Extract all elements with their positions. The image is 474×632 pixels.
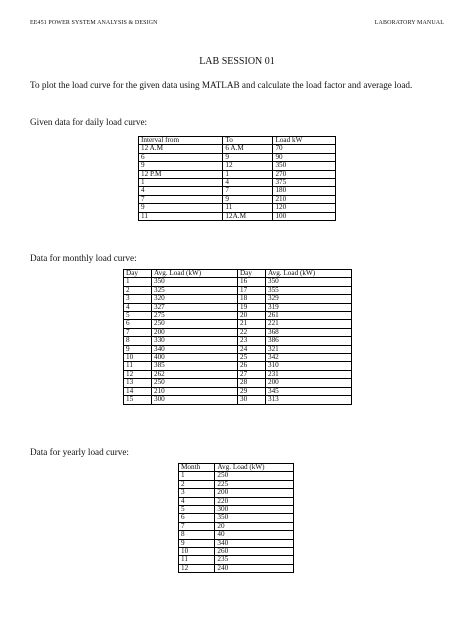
table-cell: 24 bbox=[237, 345, 265, 353]
table-cell: 250 bbox=[151, 379, 237, 387]
table-row bbox=[139, 170, 336, 178]
daily-caption: Given data for daily load curve: bbox=[30, 117, 148, 127]
column-header: Avg. Load (kW) bbox=[215, 464, 294, 472]
table-cell: 30 bbox=[237, 396, 265, 404]
table-cell: 7 bbox=[139, 195, 223, 203]
table-cell: 10 bbox=[179, 548, 215, 556]
table-cell: 9 bbox=[179, 539, 215, 547]
table-cell: 4 bbox=[223, 179, 273, 187]
table-cell: 4 bbox=[139, 187, 223, 195]
table-cell: 240 bbox=[215, 564, 294, 572]
table-cell: 210 bbox=[273, 195, 336, 203]
table-row bbox=[179, 514, 294, 522]
table-cell: 3 bbox=[179, 489, 215, 497]
table-cell: 21 bbox=[237, 320, 265, 328]
table-cell: 180 bbox=[273, 187, 336, 195]
table-cell: 320 bbox=[151, 295, 237, 303]
table-cell: 313 bbox=[265, 396, 351, 404]
table-cell: 4 bbox=[179, 497, 215, 505]
table-cell: 11 bbox=[124, 362, 152, 370]
table-header-row bbox=[179, 464, 294, 472]
column-header: Interval from bbox=[139, 137, 223, 145]
table-cell: 319 bbox=[265, 303, 351, 311]
table-cell: 5 bbox=[179, 506, 215, 514]
table-cell: 120 bbox=[273, 204, 336, 212]
table-row bbox=[179, 556, 294, 564]
table-cell: 1 bbox=[223, 170, 273, 178]
table-cell: 350 bbox=[215, 514, 294, 522]
table-cell: 270 bbox=[273, 170, 336, 178]
table-cell: 9 bbox=[223, 153, 273, 161]
table-cell: 12A.M bbox=[223, 212, 273, 220]
table-cell: 350 bbox=[273, 162, 336, 170]
table-cell: 14 bbox=[124, 387, 152, 395]
table-row bbox=[139, 187, 336, 195]
table-cell: 200 bbox=[151, 328, 237, 336]
table-cell: 329 bbox=[265, 295, 351, 303]
table-cell: 8 bbox=[124, 337, 152, 345]
table-cell: 340 bbox=[151, 345, 237, 353]
table-row bbox=[139, 145, 336, 153]
table-cell: 7 bbox=[124, 328, 152, 336]
table-cell: 386 bbox=[265, 337, 351, 345]
table-row bbox=[179, 564, 294, 572]
table-cell: 16 bbox=[237, 278, 265, 286]
table-row bbox=[179, 506, 294, 514]
table-row bbox=[179, 472, 294, 480]
table-cell: 6 bbox=[139, 153, 223, 161]
column-header: Avg. Load (kW) bbox=[265, 270, 351, 278]
table-cell: 355 bbox=[265, 286, 351, 294]
table-cell: 7 bbox=[179, 522, 215, 530]
table-cell: 261 bbox=[265, 312, 351, 320]
objective-text: To plot the load curve for the given data using MATLAB and calculate the load factor and average load. bbox=[30, 80, 413, 90]
table-cell: 12 P.M bbox=[139, 170, 223, 178]
table-cell: 250 bbox=[151, 320, 237, 328]
table-cell: 100 bbox=[273, 212, 336, 220]
table-cell: 26 bbox=[237, 362, 265, 370]
table-cell: 330 bbox=[151, 337, 237, 345]
table-row bbox=[179, 548, 294, 556]
column-header: Day bbox=[237, 270, 265, 278]
column-header: Avg. Load (kW) bbox=[151, 270, 237, 278]
table-row bbox=[179, 522, 294, 530]
daily-load-table bbox=[138, 136, 336, 221]
table-row bbox=[124, 337, 352, 345]
table-cell: 350 bbox=[151, 278, 237, 286]
table-cell: 22 bbox=[237, 328, 265, 336]
table-row bbox=[139, 162, 336, 170]
table-cell: 6 A.M bbox=[223, 145, 273, 153]
header-manual: LABORATORY MANUAL bbox=[374, 20, 444, 26]
column-header: Day bbox=[124, 270, 152, 278]
table-cell: 17 bbox=[237, 286, 265, 294]
column-header: Month bbox=[179, 464, 215, 472]
table-cell: 10 bbox=[124, 354, 152, 362]
table-cell: 350 bbox=[265, 278, 351, 286]
table-cell: 29 bbox=[237, 387, 265, 395]
table-cell: 3 bbox=[124, 295, 152, 303]
table-cell: 260 bbox=[215, 548, 294, 556]
monthly-caption: Data for monthly load curve: bbox=[30, 253, 137, 263]
table-cell: 9 bbox=[223, 195, 273, 203]
table-cell: 28 bbox=[237, 379, 265, 387]
table-cell: 2 bbox=[179, 480, 215, 488]
column-header: Load kW bbox=[273, 137, 336, 145]
table-cell: 8 bbox=[179, 531, 215, 539]
table-cell: 342 bbox=[265, 354, 351, 362]
yearly-load-table bbox=[178, 463, 294, 573]
table-row bbox=[179, 480, 294, 488]
table-cell: 210 bbox=[151, 387, 237, 395]
table-cell: 1 bbox=[124, 278, 152, 286]
table-cell: 5 bbox=[124, 312, 152, 320]
table-cell: 300 bbox=[151, 396, 237, 404]
table-cell: 11 bbox=[223, 204, 273, 212]
table-cell: 19 bbox=[237, 303, 265, 311]
table-cell: 300 bbox=[215, 506, 294, 514]
table-row bbox=[124, 295, 352, 303]
table-cell: 4 bbox=[124, 303, 152, 311]
table-cell: 368 bbox=[265, 328, 351, 336]
table-cell: 6 bbox=[179, 514, 215, 522]
table-cell: 18 bbox=[237, 295, 265, 303]
table-cell: 340 bbox=[215, 539, 294, 547]
table-cell: 15 bbox=[124, 396, 152, 404]
table-cell: 11 bbox=[139, 212, 223, 220]
table-row bbox=[139, 195, 336, 203]
table-cell: 310 bbox=[265, 362, 351, 370]
table-cell: 2 bbox=[124, 286, 152, 294]
table-cell: 25 bbox=[237, 354, 265, 362]
table-cell: 400 bbox=[151, 354, 237, 362]
table-cell: 9 bbox=[139, 204, 223, 212]
table-cell: 12 bbox=[223, 162, 273, 170]
session-title: LAB SESSION 01 bbox=[199, 56, 275, 67]
table-row bbox=[139, 212, 336, 220]
table-cell: 70 bbox=[273, 145, 336, 153]
table-row bbox=[124, 379, 352, 387]
table-row bbox=[139, 179, 336, 187]
table-cell: 20 bbox=[215, 522, 294, 530]
table-cell: 225 bbox=[215, 480, 294, 488]
table-row bbox=[179, 497, 294, 505]
table-cell: 235 bbox=[215, 556, 294, 564]
table-row bbox=[179, 489, 294, 497]
table-cell: 6 bbox=[124, 320, 152, 328]
table-row bbox=[139, 153, 336, 161]
table-cell: 327 bbox=[151, 303, 237, 311]
yearly-caption: Data for yearly load curve: bbox=[30, 447, 129, 457]
table-cell: 250 bbox=[215, 472, 294, 480]
table-cell: 12 A.M bbox=[139, 145, 223, 153]
table-cell: 1 bbox=[139, 179, 223, 187]
table-cell: 12 bbox=[179, 564, 215, 572]
table-row bbox=[179, 531, 294, 539]
monthly-load-table bbox=[123, 269, 352, 405]
table-cell: 9 bbox=[139, 162, 223, 170]
header-course: EE451 POWER SYSTEM ANALYSIS & DESIGN bbox=[30, 20, 158, 26]
table-cell: 221 bbox=[265, 320, 351, 328]
table-cell: 325 bbox=[151, 286, 237, 294]
table-cell: 1 bbox=[179, 472, 215, 480]
table-cell: 275 bbox=[151, 312, 237, 320]
table-cell: 200 bbox=[215, 489, 294, 497]
table-cell: 20 bbox=[237, 312, 265, 320]
table-cell: 385 bbox=[151, 362, 237, 370]
table-cell: 27 bbox=[237, 370, 265, 378]
table-cell: 7 bbox=[223, 187, 273, 195]
table-cell: 321 bbox=[265, 345, 351, 353]
table-cell: 200 bbox=[265, 379, 351, 387]
table-cell: 262 bbox=[151, 370, 237, 378]
table-cell: 220 bbox=[215, 497, 294, 505]
table-row bbox=[179, 539, 294, 547]
table-cell: 90 bbox=[273, 153, 336, 161]
table-cell: 231 bbox=[265, 370, 351, 378]
table-row bbox=[139, 204, 336, 212]
table-cell: 375 bbox=[273, 179, 336, 187]
table-cell: 11 bbox=[179, 556, 215, 564]
table-cell: 40 bbox=[215, 531, 294, 539]
table-cell: 12 bbox=[124, 370, 152, 378]
table-row bbox=[124, 396, 352, 404]
table-cell: 13 bbox=[124, 379, 152, 387]
table-cell: 9 bbox=[124, 345, 152, 353]
column-header: To bbox=[223, 137, 273, 145]
table-cell: 23 bbox=[237, 337, 265, 345]
table-cell: 345 bbox=[265, 387, 351, 395]
